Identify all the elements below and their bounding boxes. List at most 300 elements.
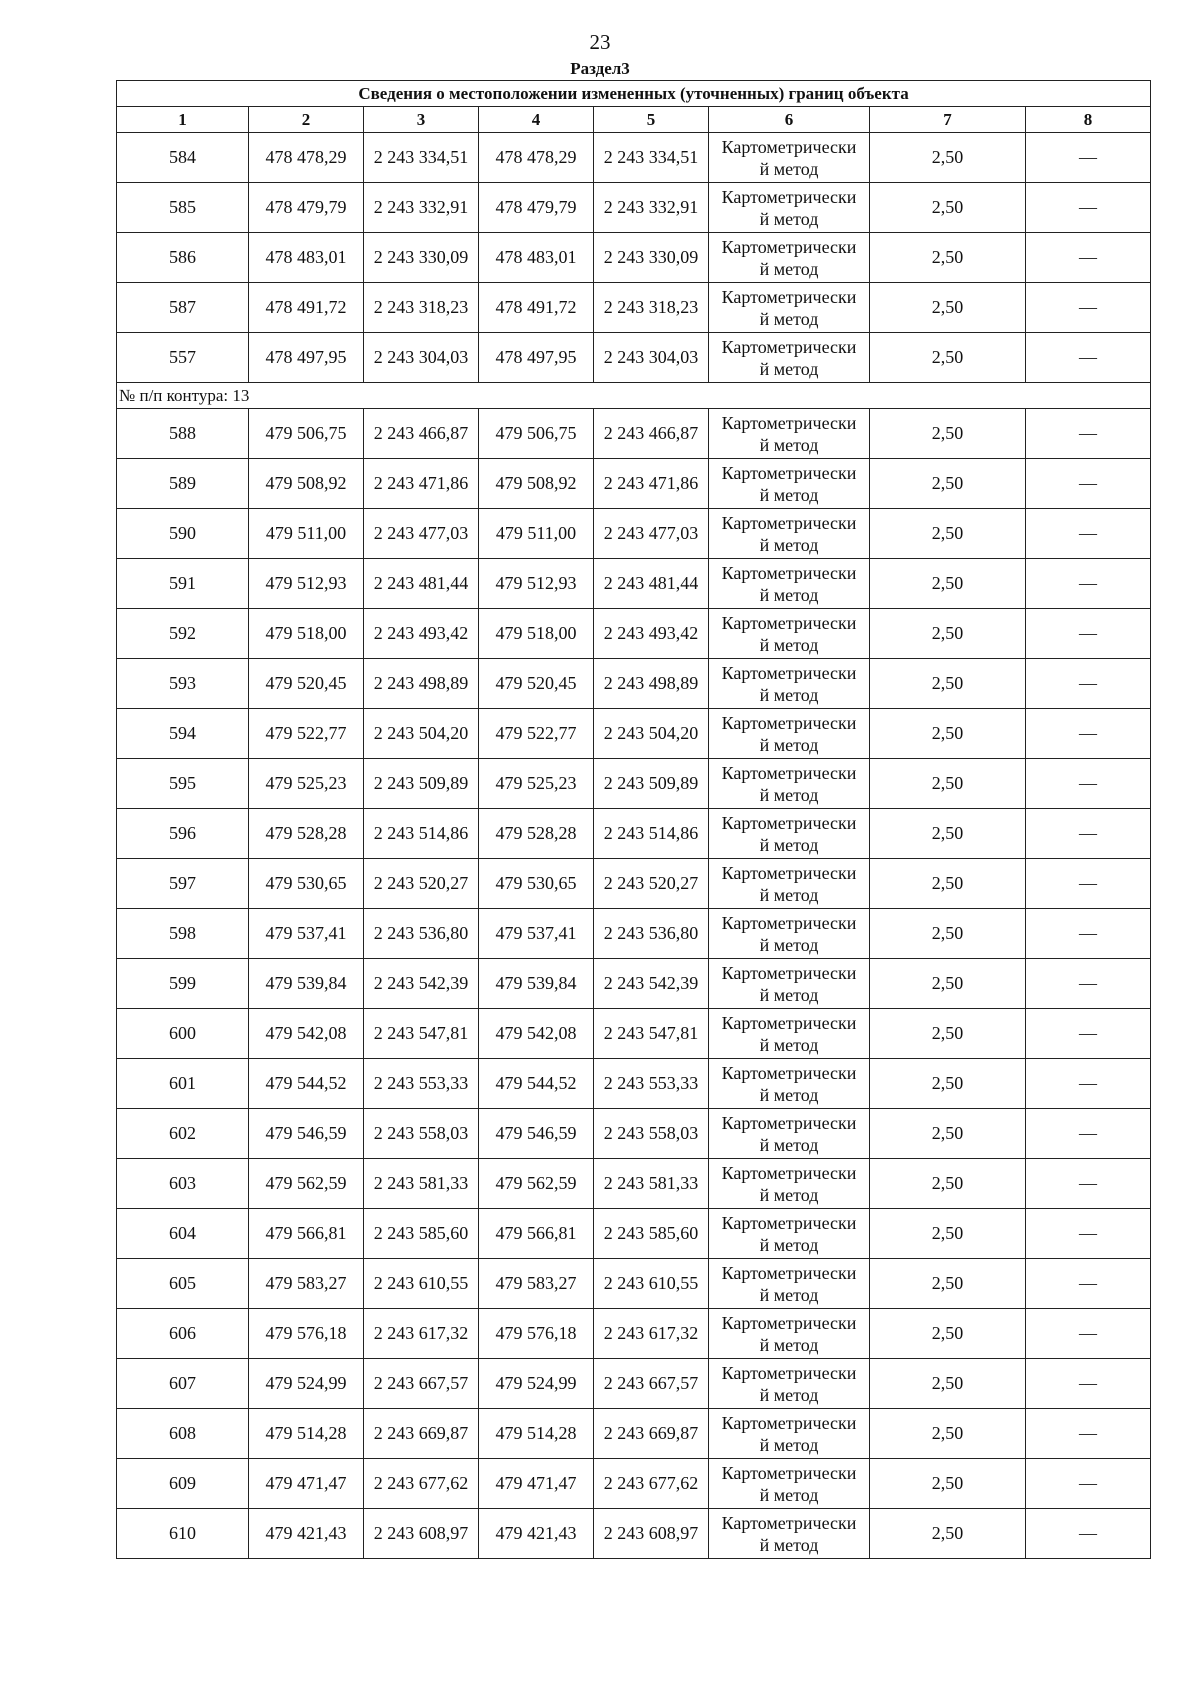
x-refined-cell: 479 566,81 [479,1209,594,1259]
method-text-line2: й метод [759,1434,819,1455]
point-number-cell: 595 [117,759,249,809]
table-row [117,333,1151,383]
point-number-cell: 596 [117,809,249,859]
y-refined-cell: 2 243 318,23 [594,283,709,333]
y-refined-cell: 2 243 509,89 [594,759,709,809]
method-text-line1: Картометрически [721,336,857,357]
point-number-cell: 586 [117,233,249,283]
y-existing-cell: 2 243 677,62 [364,1459,479,1509]
x-existing-cell: 479 528,28 [249,809,364,859]
x-refined-cell: 479 508,92 [479,459,594,509]
method-text-line1: Картометрически [721,912,857,933]
method-text-line2: й метод [759,1134,819,1155]
description-cell: — [1026,959,1151,1009]
y-refined-cell: 2 243 332,91 [594,183,709,233]
x-existing-cell: 479 471,47 [249,1459,364,1509]
column-number-1: 1 [117,107,249,133]
accuracy-cell: 2,50 [870,1159,1026,1209]
x-existing-cell: 479 542,08 [249,1009,364,1059]
table-row [117,909,1151,959]
description-cell: — [1026,909,1151,959]
description-cell: — [1026,133,1151,183]
method-text-line1: Картометрически [721,1012,857,1033]
x-existing-cell: 479 421,43 [249,1509,364,1559]
x-existing-cell: 479 562,59 [249,1159,364,1209]
x-existing-cell: 478 497,95 [249,333,364,383]
x-refined-cell: 479 583,27 [479,1259,594,1309]
point-number-cell: 591 [117,559,249,609]
method-text-line2: й метод [759,258,819,279]
accuracy-cell: 2,50 [870,559,1026,609]
method-cell [709,283,870,333]
section-title: Раздел3 [570,59,630,78]
method-cell [709,1009,870,1059]
table-row [117,459,1151,509]
y-existing-cell: 2 243 481,44 [364,559,479,609]
y-existing-cell: 2 243 608,97 [364,1509,479,1559]
method-text-line1: Картометрически [721,286,857,307]
y-refined-cell: 2 243 581,33 [594,1159,709,1209]
y-refined-cell: 2 243 330,09 [594,233,709,283]
method-cell [709,659,870,709]
method-text-line2: й метод [759,1384,819,1405]
method-text-line2: й метод [759,308,819,329]
method-cell [709,1159,870,1209]
point-number-cell: 602 [117,1109,249,1159]
x-existing-cell: 479 520,45 [249,659,364,709]
contour-header-row [117,383,1151,409]
method-text-line2: й метод [759,1284,819,1305]
y-refined-cell: 2 243 608,97 [594,1509,709,1559]
x-refined-cell: 479 514,28 [479,1409,594,1459]
y-refined-cell: 2 243 498,89 [594,659,709,709]
y-refined-cell: 2 243 520,27 [594,859,709,909]
method-text-line1: Картометрически [721,1262,857,1283]
y-existing-cell: 2 243 536,80 [364,909,479,959]
description-cell: — [1026,859,1151,909]
method-cell [709,609,870,659]
x-existing-cell: 479 537,41 [249,909,364,959]
table-row [117,1359,1151,1409]
x-refined-cell: 478 497,95 [479,333,594,383]
method-text-line2: й метод [759,1184,819,1205]
method-text-line2: й метод [759,934,819,955]
x-existing-cell: 479 512,93 [249,559,364,609]
method-text-line1: Картометрически [721,1312,857,1333]
y-refined-cell: 2 243 304,03 [594,333,709,383]
description-cell: — [1026,1209,1151,1259]
table-row [117,1259,1151,1309]
method-text-line1: Картометрически [721,1062,857,1083]
y-existing-cell: 2 243 498,89 [364,659,479,709]
x-existing-cell: 479 514,28 [249,1409,364,1459]
method-text-line2: й метод [759,984,819,1005]
method-text-line1: Картометрически [721,1162,857,1183]
method-cell [709,559,870,609]
x-refined-cell: 479 520,45 [479,659,594,709]
method-cell [709,459,870,509]
column-number-5: 5 [594,107,709,133]
method-text-line2: й метод [759,1484,819,1505]
method-text-line2: й метод [759,1534,819,1555]
method-text-line1: Картометрически [721,1412,857,1433]
y-existing-cell: 2 243 493,42 [364,609,479,659]
method-text-line2: й метод [759,634,819,655]
x-existing-cell: 478 478,29 [249,133,364,183]
description-cell: — [1026,283,1151,333]
point-number-cell: 593 [117,659,249,709]
x-existing-cell: 478 491,72 [249,283,364,333]
x-existing-cell: 479 530,65 [249,859,364,909]
method-cell [709,909,870,959]
y-existing-cell: 2 243 610,55 [364,1259,479,1309]
table-row [117,1459,1151,1509]
method-cell [709,709,870,759]
contour-section [117,383,1151,409]
y-refined-cell: 2 243 466,87 [594,409,709,459]
table-row [117,1409,1151,1459]
accuracy-cell: 2,50 [870,1109,1026,1159]
method-cell [709,1359,870,1409]
accuracy-cell: 2,50 [870,609,1026,659]
y-refined-cell: 2 243 667,57 [594,1359,709,1409]
x-existing-cell: 479 566,81 [249,1209,364,1259]
x-refined-cell: 479 524,99 [479,1359,594,1409]
method-cell [709,1109,870,1159]
method-text-line1: Картометрически [721,662,857,683]
y-existing-cell: 2 243 477,03 [364,509,479,559]
x-refined-cell: 478 483,01 [479,233,594,283]
method-cell [709,1309,870,1359]
y-existing-cell: 2 243 334,51 [364,133,479,183]
table-row [117,233,1151,283]
table-row [117,859,1151,909]
contour-label: № п/п контура: 13 [117,383,1151,409]
method-text-line1: Картометрически [721,412,857,433]
x-refined-cell: 478 478,29 [479,133,594,183]
x-existing-cell: 479 583,27 [249,1259,364,1309]
column-number-8: 8 [1026,107,1151,133]
method-text-line1: Картометрически [721,562,857,583]
x-refined-cell: 479 546,59 [479,1109,594,1159]
description-cell: — [1026,809,1151,859]
method-cell [709,809,870,859]
accuracy-cell: 2,50 [870,709,1026,759]
y-existing-cell: 2 243 617,32 [364,1309,479,1359]
description-cell: — [1026,1109,1151,1159]
point-number-cell: 599 [117,959,249,1009]
method-text-line2: й метод [759,358,819,379]
x-existing-cell: 478 483,01 [249,233,364,283]
method-text-line2: й метод [759,158,819,179]
method-cell [709,1409,870,1459]
y-existing-cell: 2 243 520,27 [364,859,479,909]
table-row [117,183,1151,233]
x-refined-cell: 479 562,59 [479,1159,594,1209]
method-cell [709,333,870,383]
table-row [117,283,1151,333]
y-existing-cell: 2 243 514,86 [364,809,479,859]
description-cell: — [1026,409,1151,459]
description-cell: — [1026,1309,1151,1359]
y-refined-cell: 2 243 553,33 [594,1059,709,1109]
y-refined-cell: 2 243 536,80 [594,909,709,959]
point-number-cell: 590 [117,509,249,559]
table-row [117,959,1151,1009]
point-number-cell: 557 [117,333,249,383]
description-cell: — [1026,1059,1151,1109]
description-cell: — [1026,1409,1151,1459]
description-cell: — [1026,1009,1151,1059]
accuracy-cell: 2,50 [870,659,1026,709]
accuracy-cell: 2,50 [870,1009,1026,1059]
y-refined-cell: 2 243 669,87 [594,1409,709,1459]
method-text-line1: Картометрически [721,712,857,733]
point-number-cell: 587 [117,283,249,333]
point-number-cell: 607 [117,1359,249,1409]
x-existing-cell: 479 525,23 [249,759,364,809]
accuracy-cell: 2,50 [870,1459,1026,1509]
x-existing-cell: 479 544,52 [249,1059,364,1109]
table-row [117,1009,1151,1059]
table-body-group-1 [117,133,1151,383]
y-refined-cell: 2 243 334,51 [594,133,709,183]
method-cell [709,1509,870,1559]
method-cell [709,409,870,459]
method-text-line1: Картометрически [721,186,857,207]
x-refined-cell: 479 506,75 [479,409,594,459]
x-existing-cell: 479 546,59 [249,1109,364,1159]
method-text-line2: й метод [759,734,819,755]
y-refined-cell: 2 243 481,44 [594,559,709,609]
x-existing-cell: 479 518,00 [249,609,364,659]
accuracy-cell: 2,50 [870,1509,1026,1559]
method-text-line1: Картометрически [721,512,857,533]
method-text-line1: Картометрически [721,136,857,157]
y-refined-cell: 2 243 514,86 [594,809,709,859]
accuracy-cell: 2,50 [870,809,1026,859]
description-cell: — [1026,559,1151,609]
point-number-cell: 606 [117,1309,249,1359]
accuracy-cell: 2,50 [870,233,1026,283]
x-existing-cell: 479 511,00 [249,509,364,559]
column-number-3: 3 [364,107,479,133]
y-refined-cell: 2 243 504,20 [594,709,709,759]
y-existing-cell: 2 243 547,81 [364,1009,479,1059]
table-row [117,1159,1151,1209]
point-number-cell: 609 [117,1459,249,1509]
description-cell: — [1026,709,1151,759]
x-existing-cell: 479 506,75 [249,409,364,459]
column-number-row [117,107,1151,133]
page-number: 23 [589,30,611,54]
method-text-line1: Картометрически [721,1212,857,1233]
method-cell [709,133,870,183]
y-refined-cell: 2 243 677,62 [594,1459,709,1509]
accuracy-cell: 2,50 [870,183,1026,233]
y-existing-cell: 2 243 466,87 [364,409,479,459]
method-cell [709,1459,870,1509]
table-row [117,709,1151,759]
table-row [117,1059,1151,1109]
y-existing-cell: 2 243 669,87 [364,1409,479,1459]
method-text-line1: Картометрически [721,612,857,633]
method-text-line1: Картометрически [721,236,857,257]
y-existing-cell: 2 243 667,57 [364,1359,479,1409]
accuracy-cell: 2,50 [870,333,1026,383]
description-cell: — [1026,1359,1151,1409]
x-refined-cell: 479 471,47 [479,1459,594,1509]
x-refined-cell: 478 491,72 [479,283,594,333]
method-text-line1: Картометрически [721,462,857,483]
description-cell: — [1026,1159,1151,1209]
description-cell: — [1026,659,1151,709]
accuracy-cell: 2,50 [870,1409,1026,1459]
accuracy-cell: 2,50 [870,283,1026,333]
method-cell [709,1059,870,1109]
x-existing-cell: 479 522,77 [249,709,364,759]
method-text-line2: й метод [759,484,819,505]
y-existing-cell: 2 243 542,39 [364,959,479,1009]
point-number-cell: 605 [117,1259,249,1309]
y-refined-cell: 2 243 547,81 [594,1009,709,1059]
x-refined-cell: 479 576,18 [479,1309,594,1359]
table-row [117,409,1151,459]
y-refined-cell: 2 243 617,32 [594,1309,709,1359]
point-number-cell: 603 [117,1159,249,1209]
point-number-cell: 589 [117,459,249,509]
method-text-line1: Картометрически [721,812,857,833]
method-text-line2: й метод [759,684,819,705]
description-cell: — [1026,609,1151,659]
method-text-line2: й метод [759,884,819,905]
method-text-line2: й метод [759,784,819,805]
x-refined-cell: 479 511,00 [479,509,594,559]
x-refined-cell: 479 518,00 [479,609,594,659]
method-cell [709,859,870,909]
table-row [117,1209,1151,1259]
point-number-cell: 610 [117,1509,249,1559]
y-refined-cell: 2 243 477,03 [594,509,709,559]
y-existing-cell: 2 243 471,86 [364,459,479,509]
y-existing-cell: 2 243 585,60 [364,1209,479,1259]
x-refined-cell: 479 528,28 [479,809,594,859]
x-refined-cell: 479 525,23 [479,759,594,809]
y-existing-cell: 2 243 330,09 [364,233,479,283]
accuracy-cell: 2,50 [870,959,1026,1009]
y-refined-cell: 2 243 610,55 [594,1259,709,1309]
point-number-cell: 598 [117,909,249,959]
table-row [117,659,1151,709]
column-number-6: 6 [709,107,870,133]
accuracy-cell: 2,50 [870,409,1026,459]
y-refined-cell: 2 243 585,60 [594,1209,709,1259]
point-number-cell: 594 [117,709,249,759]
table-row [117,1309,1151,1359]
description-cell: — [1026,1259,1151,1309]
method-text-line1: Картометрически [721,1512,857,1533]
y-existing-cell: 2 243 318,23 [364,283,479,333]
accuracy-cell: 2,50 [870,1209,1026,1259]
column-number-4: 4 [479,107,594,133]
x-refined-cell: 479 512,93 [479,559,594,609]
y-existing-cell: 2 243 581,33 [364,1159,479,1209]
y-existing-cell: 2 243 553,33 [364,1059,479,1109]
y-refined-cell: 2 243 542,39 [594,959,709,1009]
description-cell: — [1026,233,1151,283]
point-number-cell: 600 [117,1009,249,1059]
method-cell [709,959,870,1009]
method-cell [709,509,870,559]
method-text-line2: й метод [759,1234,819,1255]
y-existing-cell: 2 243 332,91 [364,183,479,233]
method-text-line2: й метод [759,1084,819,1105]
x-existing-cell: 479 508,92 [249,459,364,509]
description-cell: — [1026,1509,1151,1559]
description-cell: — [1026,1459,1151,1509]
table-row [117,759,1151,809]
accuracy-cell: 2,50 [870,759,1026,809]
method-cell [709,1259,870,1309]
description-cell: — [1026,459,1151,509]
method-cell [709,183,870,233]
method-text-line1: Картометрически [721,762,857,783]
x-refined-cell: 479 544,52 [479,1059,594,1109]
method-text-line1: Картометрически [721,1112,857,1133]
method-text-line2: й метод [759,434,819,455]
method-text-line2: й метод [759,1034,819,1055]
description-cell: — [1026,759,1151,809]
method-text-line2: й метод [759,534,819,555]
point-number-cell: 585 [117,183,249,233]
table-row [117,509,1151,559]
description-cell: — [1026,183,1151,233]
table-row [117,809,1151,859]
accuracy-cell: 2,50 [870,1309,1026,1359]
coordinates-table [116,80,1151,1559]
x-refined-cell: 478 479,79 [479,183,594,233]
accuracy-cell: 2,50 [870,1259,1026,1309]
table-row [117,559,1151,609]
x-existing-cell: 478 479,79 [249,183,364,233]
y-existing-cell: 2 243 304,03 [364,333,479,383]
point-number-cell: 601 [117,1059,249,1109]
x-refined-cell: 479 539,84 [479,959,594,1009]
point-number-cell: 584 [117,133,249,183]
x-refined-cell: 479 530,65 [479,859,594,909]
table-row [117,1109,1151,1159]
point-number-cell: 588 [117,409,249,459]
x-existing-cell: 479 524,99 [249,1359,364,1409]
x-refined-cell: 479 537,41 [479,909,594,959]
point-number-cell: 592 [117,609,249,659]
y-refined-cell: 2 243 493,42 [594,609,709,659]
method-text-line2: й метод [759,1334,819,1355]
table-row [117,609,1151,659]
method-cell [709,1209,870,1259]
point-number-cell: 608 [117,1409,249,1459]
y-refined-cell: 2 243 471,86 [594,459,709,509]
point-number-cell: 597 [117,859,249,909]
x-refined-cell: 479 542,08 [479,1009,594,1059]
table-row [117,1509,1151,1559]
method-cell [709,759,870,809]
x-existing-cell: 479 576,18 [249,1309,364,1359]
accuracy-cell: 2,50 [870,909,1026,959]
y-existing-cell: 2 243 504,20 [364,709,479,759]
x-refined-cell: 479 522,77 [479,709,594,759]
accuracy-cell: 2,50 [870,133,1026,183]
